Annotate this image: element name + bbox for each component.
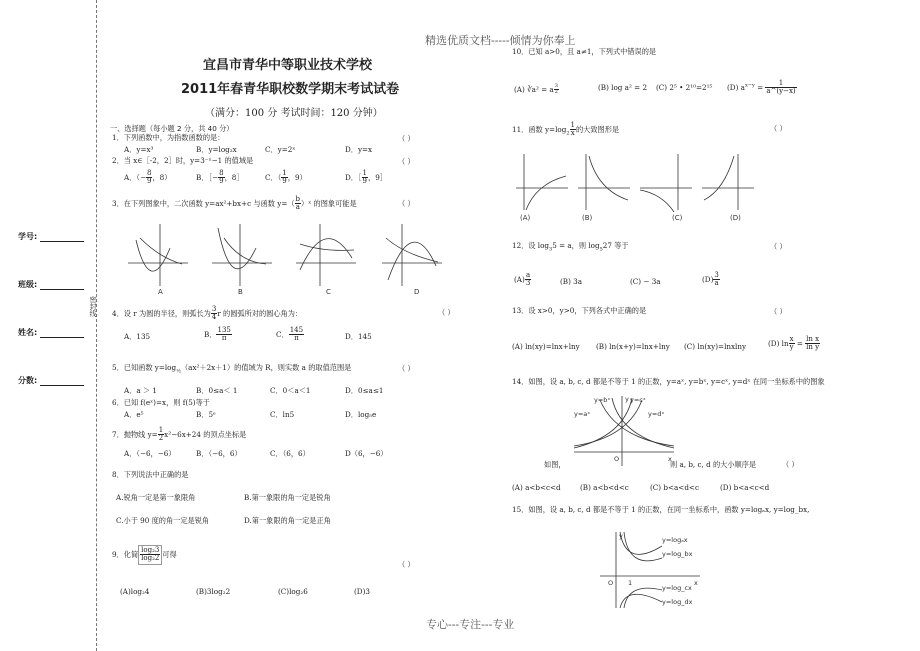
q3-label-a: A (158, 288, 163, 296)
q2-option-a[interactable]: A．（− $\frac{8}{9}$ ，8） (124, 169, 172, 186)
q9-option-d[interactable]: (D)3 (354, 587, 370, 596)
q6-option-b[interactable]: B．5ᵉ (196, 410, 216, 419)
q5-stem: 5．已知函数 $y=\log_{\frac{1}{2}}(ax^2+2x+1)$的值域为 R，则实数 a 的取值范围是 (112, 363, 352, 375)
q9-answer-paren[interactable]: （ ） (398, 560, 415, 569)
q15-origin: O (608, 579, 614, 587)
q11-graphs (512, 150, 762, 222)
q1-option-d[interactable]: D．y=x (345, 145, 373, 154)
q3-graphs (120, 218, 450, 298)
q3-graph-d (382, 224, 442, 286)
score-blank[interactable] (40, 377, 84, 386)
q13-option-d[interactable]: (D) ln $\frac{x}{y}$ = $\frac{\text{ln x}}{\text{ln y}}$ (768, 335, 820, 352)
q12-option-c[interactable]: (C) − 3a (630, 277, 661, 286)
name-field[interactable] (18, 327, 84, 338)
q14-option-a[interactable]: (A) a<b<c<d (512, 483, 561, 492)
q14-curve-c: y=cˣ (630, 396, 646, 404)
q14-option-d[interactable]: (D) b<a<c<d (720, 483, 770, 492)
q11-label-d: (D) (730, 214, 741, 222)
binding-label: 密封线 (89, 296, 97, 317)
q7-option-b[interactable]: B．（−6，6） (196, 449, 242, 458)
q14-label-post: 则 a, b, c, d 的大小顺序是 (670, 460, 757, 469)
q7-option-d[interactable]: D（6，−6） (345, 449, 388, 458)
q2-stem: 2．当 x∈［-2，2］时，y=3⁻ˣ−1 的值域是 (112, 156, 254, 165)
q14-stem: 14．如图，设 a, b, c, d 都是不等于 1 的正数，y=aˣ, y=bˣ, y=cˣ, y=dˣ 在同一坐标系中的图象 (512, 377, 825, 386)
q11-graph-d (702, 154, 754, 210)
q1-option-c[interactable]: C．y=2ˣ (265, 145, 296, 154)
class-field[interactable] (18, 279, 84, 290)
q3-label-c: C (326, 288, 331, 296)
q1-option-b[interactable]: B．y=log₃x (196, 145, 237, 154)
q4-stem: 4．设 r 为圆的半径，则弧长为 $\frac{3}{4}$ r 的圆弧所对的圆心角为： (112, 305, 303, 322)
q11-answer-paren[interactable]: （ ） (770, 124, 787, 133)
q13-option-a[interactable]: (A) ln(xy)=lnx+lny (512, 342, 580, 351)
q14-y-label: y (625, 395, 629, 403)
q11-label-c: (C) (672, 214, 683, 222)
q11-label-a: (A) (520, 214, 531, 222)
q8-option-c[interactable]: C.小于 90 度的角一定是锐角 (116, 516, 210, 525)
q3-answer-paren[interactable]: （ ） (398, 199, 415, 208)
q6-stem: 6．已知 f(eˣ)=x，则 f(5)等于 (112, 398, 210, 407)
q4-option-a[interactable]: A．135 (124, 332, 151, 341)
q15-y-label: y (619, 532, 623, 540)
q6-option-a[interactable]: A．e⁵ (124, 410, 144, 419)
q11-graph-b (578, 154, 630, 210)
q14-curve-a: y=aˣ (574, 410, 591, 418)
exam-info: （满分：100 分 考试时间：120 分钟） (205, 108, 383, 119)
q8-option-d[interactable]: D.第一象限的角一定是正角 (244, 516, 331, 525)
q14-answer-paren[interactable]: （ ） (782, 460, 799, 469)
q13-option-c[interactable]: (C) ln(xy)=lnxlny (684, 342, 747, 351)
q3-graph-a (128, 224, 188, 286)
q15-one: 1 (628, 579, 633, 587)
q12-option-b[interactable]: (B) 3a (560, 277, 583, 286)
q11-stem: 11．函数 $y=\log_2$ $\frac{1}{x}$ 的大致图形是 (512, 121, 620, 138)
q1-stem: 1．下列函数中，为指数函数的是： (112, 133, 225, 142)
q5-option-d[interactable]: D．0≤a≤1 (345, 386, 384, 395)
page-footer: 专心---专注---专业 (426, 618, 515, 631)
q3-graph-b (212, 224, 272, 286)
q15-curve-a: y=logₐx (662, 536, 688, 544)
q3-graph-c (296, 224, 356, 286)
q8-option-b[interactable]: B.第一象限的角一定是锐角 (244, 493, 331, 502)
q9-option-a[interactable]: (A)log₂4 (120, 587, 150, 596)
q7-option-c[interactable]: C．（6，6） (270, 449, 310, 458)
q15-stem: 15．如图，设 a, b, c, d 都是不等于 1 的正数，在同一坐标系中，函数 y=logₐx, y=log_bx, (512, 505, 810, 514)
q15-curve-c: y=log_cx (662, 584, 692, 592)
class-label: 班级: (18, 280, 38, 289)
q1-option-a[interactable]: A．y=x³ (124, 145, 154, 154)
q6-option-d[interactable]: D．log₅e (345, 410, 377, 419)
q4-option-c[interactable]: C． $\frac{145}{\pi}$ (276, 326, 304, 343)
q14-x-label: x (668, 455, 672, 463)
q14-option-c[interactable]: (C) b<a<d<c (650, 483, 699, 492)
q15-curve-b: y=log_bx (662, 550, 693, 558)
q10-stem: 10．已知 a>0，且 a≠1，下列式中错误的是 (512, 47, 657, 56)
name-label: 姓名: (18, 328, 38, 337)
score-field[interactable] (18, 375, 84, 386)
q6-option-c[interactable]: C．ln5 (270, 410, 295, 419)
q2-option-d[interactable]: D．［ $\frac{1}{9}$ ，9］ (345, 169, 387, 186)
q14-origin: O (614, 455, 620, 463)
q2-option-c[interactable]: C．（ $\frac{1}{9}$ ，9） (265, 169, 307, 186)
q10-option-d[interactable]: (D) $a^{x-y}$ = $\frac{1}{a\^{}(y-x)}$ (727, 79, 796, 96)
q14-curve-d: y=dˣ (648, 410, 665, 418)
q12-stem: 12．设 $\log_35 = a$，则 $\log_527$ 等于 (512, 241, 629, 253)
q1-answer-paren[interactable]: （ ） (398, 134, 415, 143)
q9-option-c[interactable]: (C)log₂6 (278, 587, 308, 596)
q5-option-b[interactable]: B．0≤a＜ 1 (196, 386, 238, 395)
q14-curve-b: y=bˣ (594, 396, 611, 404)
q2-answer-paren[interactable]: （ ） (398, 157, 415, 166)
q5-option-a[interactable]: A．a ＞ 1 (124, 386, 157, 395)
q11-graph-c (640, 154, 692, 212)
student-no-label: 学号: (18, 232, 38, 241)
q3-label-b: B (238, 288, 243, 296)
q4-answer-paren[interactable]: （ ） (438, 308, 455, 317)
q5-option-c[interactable]: C．0＜a＜1 (270, 386, 311, 395)
q8-stem: 8．下列说法中正确的是 (112, 470, 189, 479)
page-header: 精选优质文档-----倾情为你奉上 (425, 34, 576, 47)
q10-option-c[interactable]: (C) 2⁵ • 2¹⁰=2¹⁵ (656, 83, 713, 92)
q4-option-d[interactable]: D．145 (345, 332, 372, 341)
binding-line (96, 0, 97, 651)
q4-option-b[interactable]: B． $\frac{135}{\pi}$ (204, 326, 231, 343)
q11-graph-a (516, 154, 568, 210)
q14-option-b[interactable]: (B) a<b<d<c (580, 483, 629, 492)
q8-option-a[interactable]: A.锐角一定是第一象限角 (116, 493, 196, 502)
q13-option-b[interactable]: (B) ln(x+y)=lnx+lny (596, 342, 670, 351)
q3-label-d: D (414, 288, 420, 296)
school-name: 宜昌市青华中等职业技术学校 (203, 58, 373, 73)
q7-stem: 7．抛物线 y= $\frac{1}{2}$ x²−6x+24 的顶点坐标是 (112, 426, 247, 443)
student-no-field[interactable] (18, 231, 84, 242)
q9-stem: 9．化简 $\frac{\text{log₂3}}{\text{log₂2}}$ 可得 (112, 545, 177, 565)
exam-title: 2011年春青华职校数学期末考试试卷 (181, 82, 400, 97)
q14-graph (570, 392, 680, 472)
q12-answer-paren[interactable]: （ ） (770, 242, 787, 251)
score-label: 分数: (18, 376, 38, 385)
q15-x-label: x (694, 579, 698, 587)
q13-answer-paren[interactable]: （ ） (770, 307, 787, 316)
q13-stem: 13．设 x>0，y>0，下列各式中正确的是 (512, 306, 647, 315)
section-heading: 一、选择题（每小题 2 分，共 40 分） (110, 124, 234, 133)
q14-label-pre: 如图， (544, 460, 566, 469)
q3-stem: 3．在下列图象中，二次函数 y=ax²+bx+c 与函数 y=（ $\frac{b}{a}$ ）ˣ 的图象可能是 (112, 195, 357, 212)
q12-option-a[interactable]: (A) $\frac{a}{3}$ (514, 271, 531, 288)
q15-graph (596, 528, 706, 610)
student-no-blank[interactable] (40, 233, 84, 242)
q2-option-b[interactable]: B．［− $\frac{8}{9}$ ，8］ (196, 169, 244, 186)
class-blank[interactable] (40, 281, 84, 290)
q11-label-b: (B) (582, 214, 593, 222)
q5-answer-paren[interactable]: （ ） (398, 364, 415, 373)
q7-option-a[interactable]: A．（−6，−6） (124, 449, 176, 458)
q10-option-b[interactable]: (B) log a² = 2 (598, 83, 648, 92)
q12-option-d[interactable]: (D) $\frac{3}{a}$ (702, 271, 719, 288)
q15-curve-d: y=log_dx (662, 598, 693, 606)
name-blank[interactable] (40, 329, 84, 338)
q10-option-a[interactable]: (A) ∛a² = a $\frac{3}{2}$ (514, 83, 558, 96)
q9-option-b[interactable]: (B)3log₂2 (196, 587, 231, 596)
